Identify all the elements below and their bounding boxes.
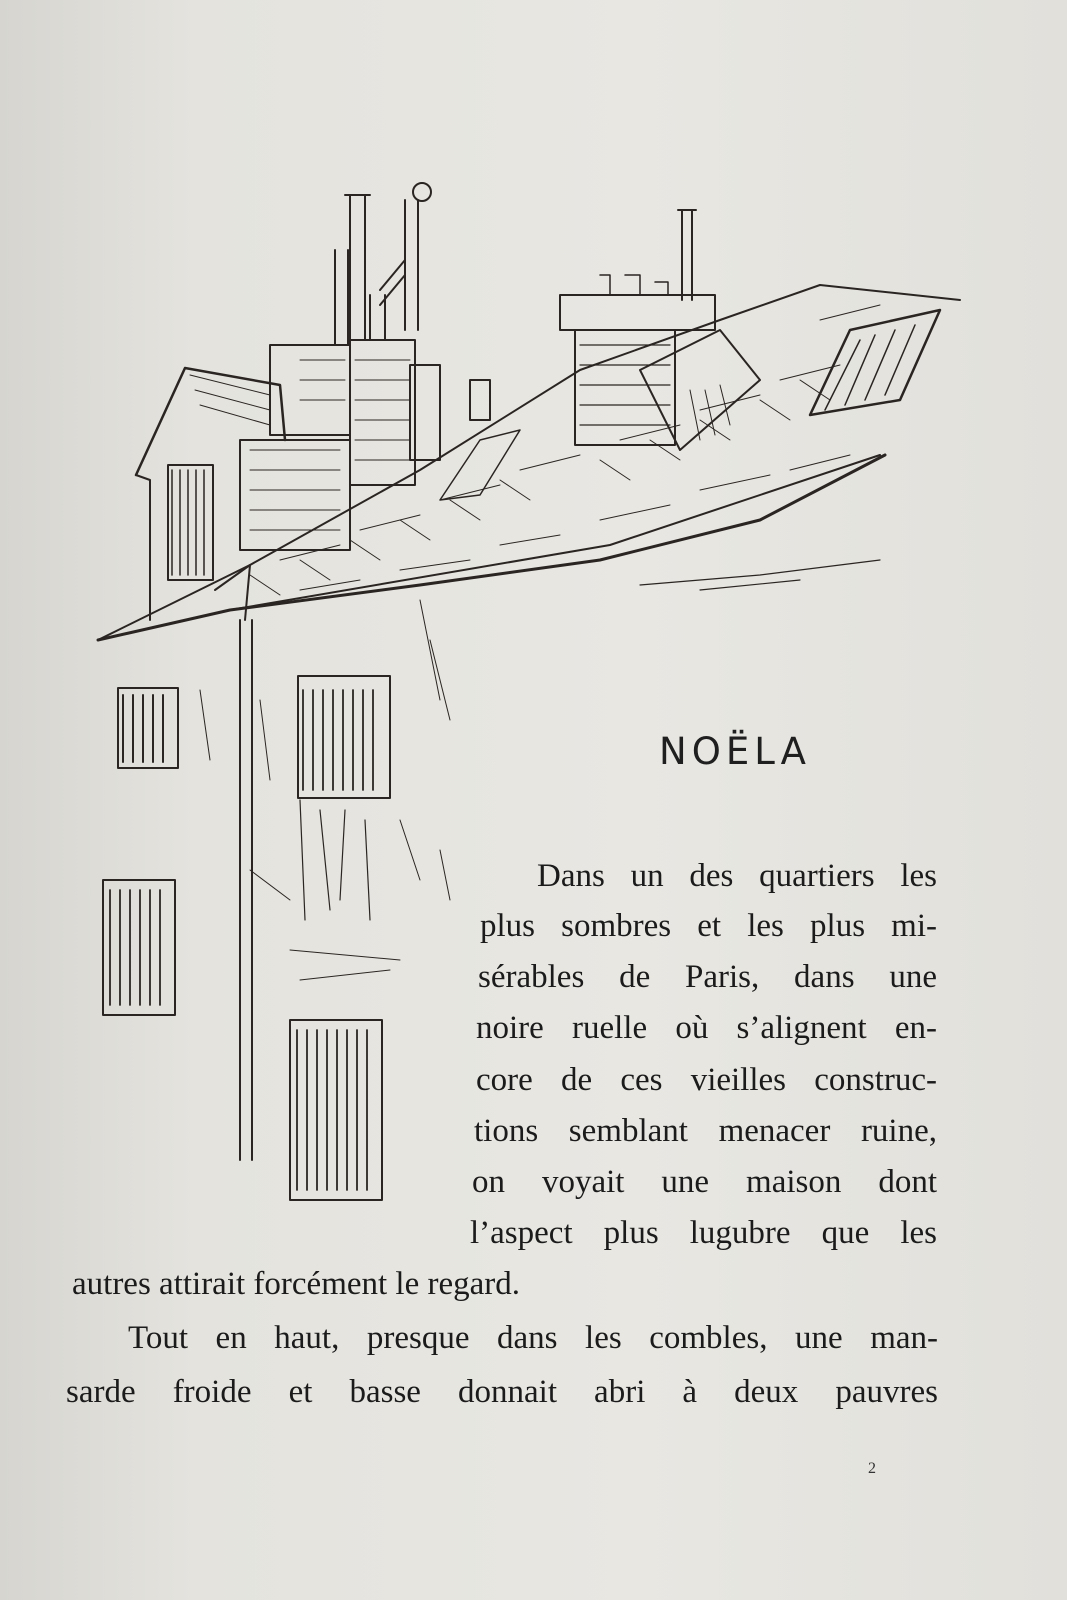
text-line: plus sombres et les plus mi- xyxy=(480,908,937,944)
text-line: autres attirait forcément le regard. xyxy=(72,1266,521,1302)
chapter-title: NOËLA xyxy=(659,730,811,773)
text-line: sarde froide et basse donnait abri à deux pauvres xyxy=(66,1374,938,1410)
text-line: tions semblant menacer ruine, xyxy=(474,1113,937,1149)
text-line: l’aspect plus lugubre que les xyxy=(470,1215,937,1251)
text-line: Dans un des quartiers les xyxy=(537,858,937,894)
signature-mark: 2 xyxy=(868,1460,876,1477)
text-line: noire ruelle où s’alignent en- xyxy=(476,1010,937,1046)
text-line: sérables de Paris, dans une xyxy=(478,959,937,995)
text-line: on voyait une maison dont xyxy=(472,1164,937,1200)
text-line: Tout en haut, presque dans les combles, une man- xyxy=(128,1320,938,1356)
text-line: core de ces vieilles construc- xyxy=(476,1062,937,1098)
